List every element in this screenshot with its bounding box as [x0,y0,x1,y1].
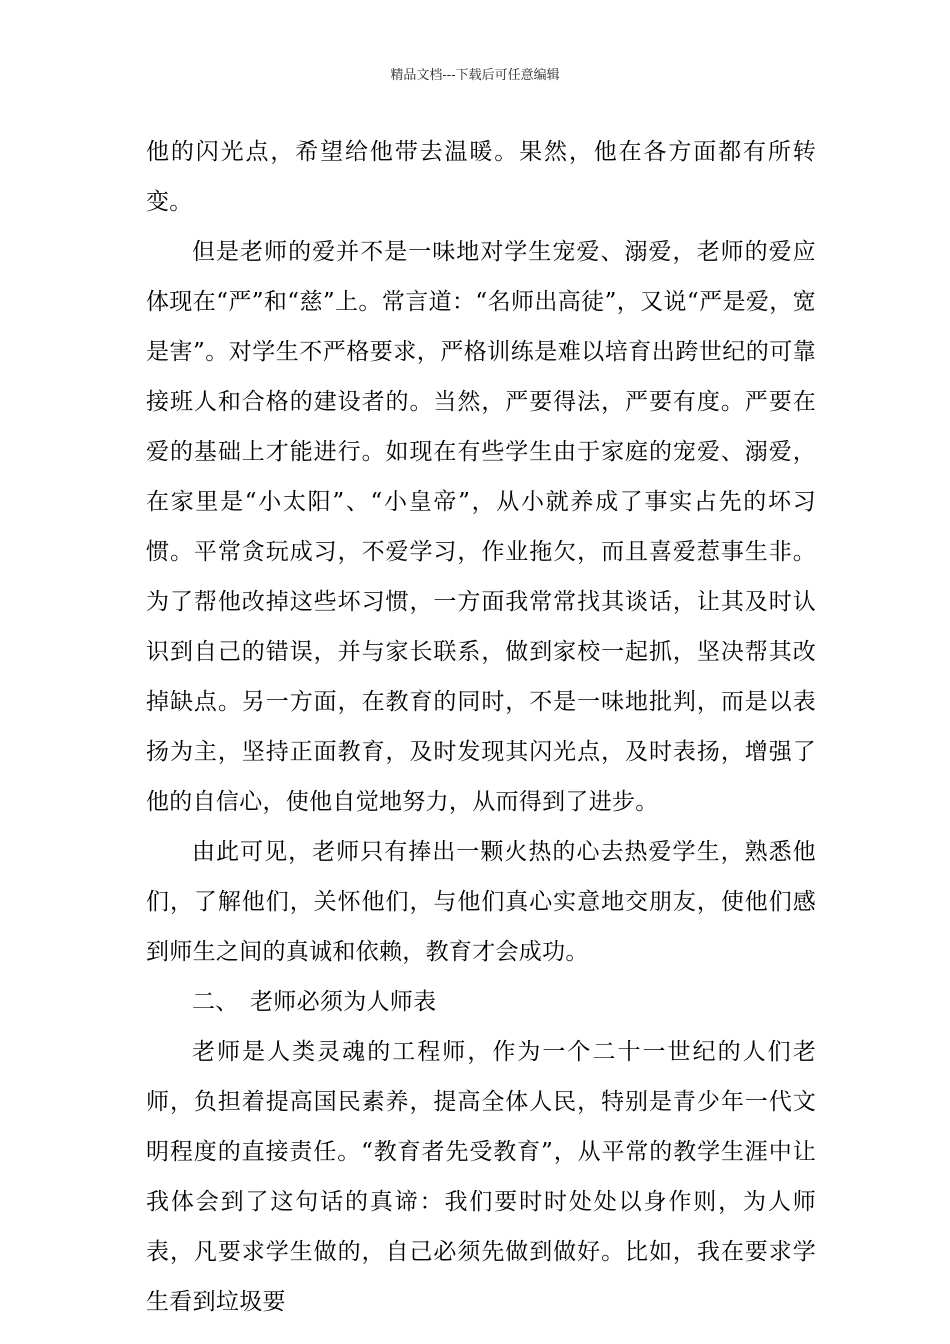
paragraph: 但是老师的爱并不是一味地对学生宠爱、溺爱，老师的爱应体现在“严”和“慈”上。常言道：“名师出高徒”，又说“严是爱，宽是害”。对学生不严格要求，严格训练是难以培育出跨世纪的可靠接班人和合格的建设者的。当然，严要得法，严要有度。严要在爱的基础上才能进行。如现在有些学生由于家庭的宠爱、溺爱，在家里是“小太阳”、“小皇帝”，从小就养成了事实占先的坏习惯。平常贪玩成习，不爱学习，作业拖欠，而且喜爱惹事生非。为了帮他改掉这些坏习惯，一方面我常常找其谈话，让其及时认识到自己的错误，并与家长联系，做到家校一起抓，坚决帮其改掉缺点。另一方面，在教育的同时，不是一味地批判，而是以表扬为主，坚持正面教育，及时发现其闪光点，及时表扬，增强了他的自信心，使他自觉地努力，从而得到了进步。 [146,239,816,815]
section-number: 二、 [192,989,239,1015]
paragraph: 他的闪光点，希望给他带去温暖。果然，他在各方面都有所转变。 [146,139,816,215]
paragraph: 由此可见，老师只有捧出一颗火热的心去热爱学生，熟悉他们，了解他们，关怀他们，与他们真心实意地交朋友，使他们感到师生之间的真诚和依赖，教育才会成功。 [146,839,816,965]
document-body [146,127,816,1327]
page-header: 精品文档---下载后可任意编辑 [390,68,560,83]
section-title: 老师必须为人师表 [250,989,437,1015]
section-heading [146,977,816,1027]
paragraph: 老师是人类灵魂的工程师，作为一个二十一世纪的人们老师，负担着提高国民素养，提高全体人民，特别是青少年一代文明程度的直接责任。“教育者先受教育”，从平常的教学生涯中让我体会到了这句话的真谛：我们要时时处处以身作则，为人师表，凡要求学生做的，自己必须先做到做好。比如，我在要求学生看到垃圾要 [146,1039,816,1315]
